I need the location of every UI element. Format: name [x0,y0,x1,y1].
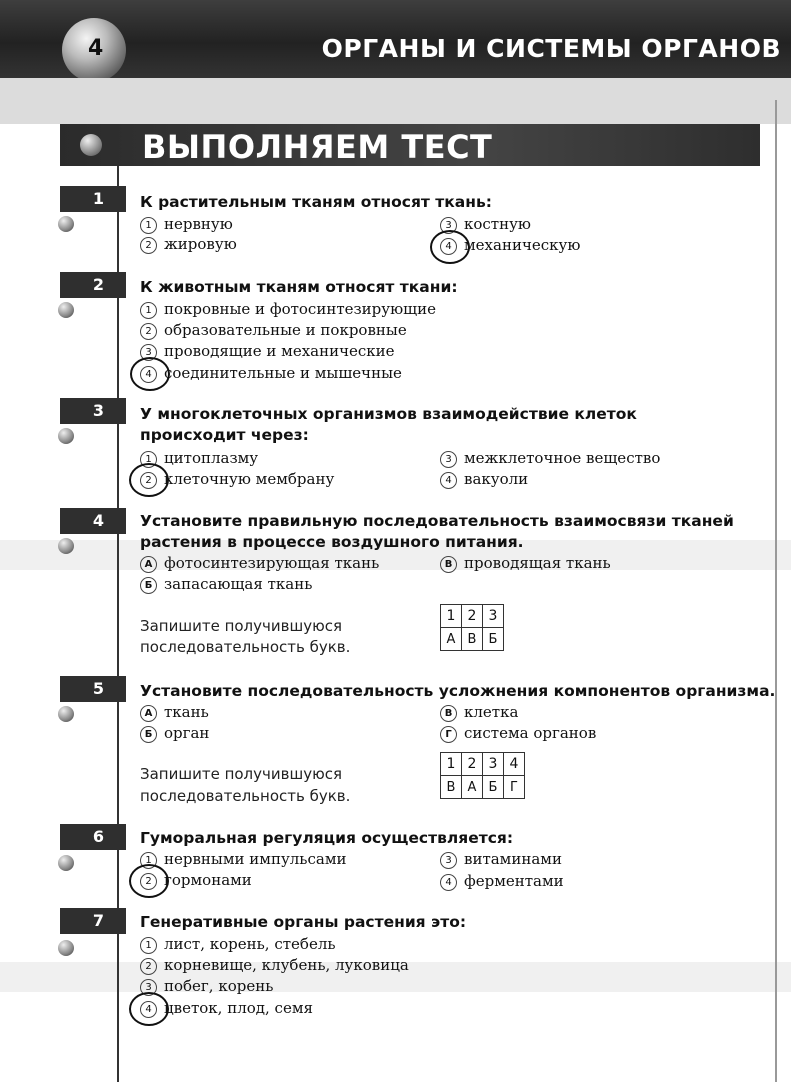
instruction-line: последовательность букв. [140,787,351,805]
selected-answer-circle [129,864,169,898]
option-marker: 1 [140,451,157,468]
grid-position: 3 [483,753,504,776]
decorative-strip [0,78,791,124]
option-marker: 3 [140,979,157,996]
question-number-badge: 6 [60,824,126,850]
question-bullet-icon [58,855,74,871]
chapter-title: ОРГАНЫ И СИСТЕМЫ ОРГАНОВ [321,34,781,63]
option[interactable]: 4 ферментами [440,871,564,891]
grid-answer-cell[interactable]: Б [483,628,504,651]
grid-answer-cell[interactable]: Б [483,776,504,799]
option-marker: 4 [440,238,457,255]
question-text-line: Установите правильную последовательность взаимосвязи тканей [140,512,734,530]
answer-grid [440,752,525,799]
question-bullet-icon [58,216,74,232]
option-marker: 2 [140,873,157,890]
question-text: Установите последовательность усложнения компонентов организма. [140,682,776,700]
option-marker: 3 [440,451,457,468]
grid-answer-cell[interactable]: А [462,776,483,799]
option[interactable]: 3 проводящие и механические [140,341,395,361]
option-marker: 1 [140,937,157,954]
option-marker: А [140,705,157,722]
grid-position: 1 [441,753,462,776]
instruction-line: Запишите получившуюся [140,617,342,635]
option-marker: 3 [440,852,457,869]
option-marker: 2 [140,237,157,254]
option[interactable]: 1 нервными импульсами [140,849,346,869]
option[interactable]: Г система органов [440,723,596,743]
option[interactable]: Б запасающая ткань [140,574,312,594]
grid-position: 3 [483,605,504,628]
question-number-badge: 1 [60,186,126,212]
option[interactable]: 3 межклеточное вещество [440,448,660,468]
option-marker: 4 [440,472,457,489]
option-marker: 3 [440,217,457,234]
selected-answer-circle [129,463,169,497]
option-marker: 1 [140,217,157,234]
option[interactable]: 4 соединительные и мышечные [140,363,402,383]
grid-position: 2 [462,605,483,628]
answer-grid [440,604,504,651]
option-marker: Б [140,726,157,743]
right-border-line [775,100,777,1082]
selected-answer-circle [129,992,169,1026]
option-marker: А [140,556,157,573]
question-bullet-icon [58,428,74,444]
option-marker: В [440,556,457,573]
grid-position: 2 [462,753,483,776]
option[interactable]: 2 гормонами [140,870,252,890]
option[interactable]: 2 образовательные и покровные [140,320,407,340]
question-text-line: происходит через: [140,426,309,444]
option-marker: 4 [440,874,457,891]
chapter-number: 4 [88,36,104,61]
question-number-badge: 4 [60,508,126,534]
instruction-line: Запишите получившуюся [140,765,342,783]
option-marker: 4 [140,366,157,383]
question-text-line: У многоклеточных организмов взаимодействие клеток [140,405,637,423]
option[interactable]: 3 побег, корень [140,976,273,996]
option-marker: 3 [140,344,157,361]
grid-position: 1 [441,605,462,628]
grid-answer-cell[interactable]: В [441,776,462,799]
grid-position: 4 [504,753,525,776]
grid-answer-cell[interactable]: Г [504,776,525,799]
grid-answer-cell[interactable]: В [462,628,483,651]
option-marker: 2 [140,323,157,340]
option[interactable]: А ткань [140,702,209,722]
question-bullet-icon [58,538,74,554]
question-text: Гуморальная регуляция осуществляется: [140,829,514,847]
option-marker: 4 [140,1001,157,1018]
option[interactable]: 1 цитоплазму [140,448,258,468]
question-text: Генеративные органы растения это: [140,913,467,931]
question-number-badge: 2 [60,272,126,298]
question-bullet-icon [58,302,74,318]
option[interactable]: Б орган [140,723,209,743]
option[interactable]: 2 клеточную мембрану [140,469,334,489]
question-number-badge: 3 [60,398,126,424]
option[interactable]: 2 жировую [140,234,237,254]
question-text: К животным тканям относят ткани: [140,278,458,296]
option-marker: 2 [140,958,157,975]
option-marker: В [440,705,457,722]
option[interactable]: 4 вакуоли [440,469,528,489]
option-marker: 1 [140,852,157,869]
instruction-line: последовательность букв. [140,638,351,656]
option[interactable]: 1 нервную [140,214,233,234]
option[interactable]: 4 механическую [440,235,580,255]
question-bullet-icon [58,940,74,956]
option[interactable]: 1 лист, корень, стебель [140,934,336,954]
option[interactable]: 4 цветок, плод, семя [140,998,313,1018]
selected-answer-circle [430,230,470,264]
question-number-badge: 5 [60,676,126,702]
option-marker: 1 [140,302,157,319]
option[interactable]: 3 витаминами [440,849,562,869]
question-text: К растительным тканям относят ткань: [140,193,492,211]
option-marker: Г [440,726,457,743]
margin-line [117,166,119,1082]
question-text-line: растения в процессе воздушного питания. [140,533,524,551]
option[interactable]: В клетка [440,702,518,722]
question-number-badge: 7 [60,908,126,934]
option[interactable]: 1 покровные и фотосинтезирующие [140,299,436,319]
option[interactable]: 3 костную [440,214,531,234]
option-marker: Б [140,577,157,594]
selected-answer-circle [130,357,170,391]
section-bullet-icon [80,134,102,156]
option[interactable]: А фотосинтезирующая ткань [140,553,379,573]
option[interactable]: 2 корневище, клубень, луковица [140,955,409,975]
option[interactable]: В проводящая ткань [440,553,611,573]
option-marker: 2 [140,472,157,489]
section-title: ВЫПОЛНЯЕМ ТЕСТ [142,128,493,166]
grid-answer-cell[interactable]: А [441,628,462,651]
question-bullet-icon [58,706,74,722]
